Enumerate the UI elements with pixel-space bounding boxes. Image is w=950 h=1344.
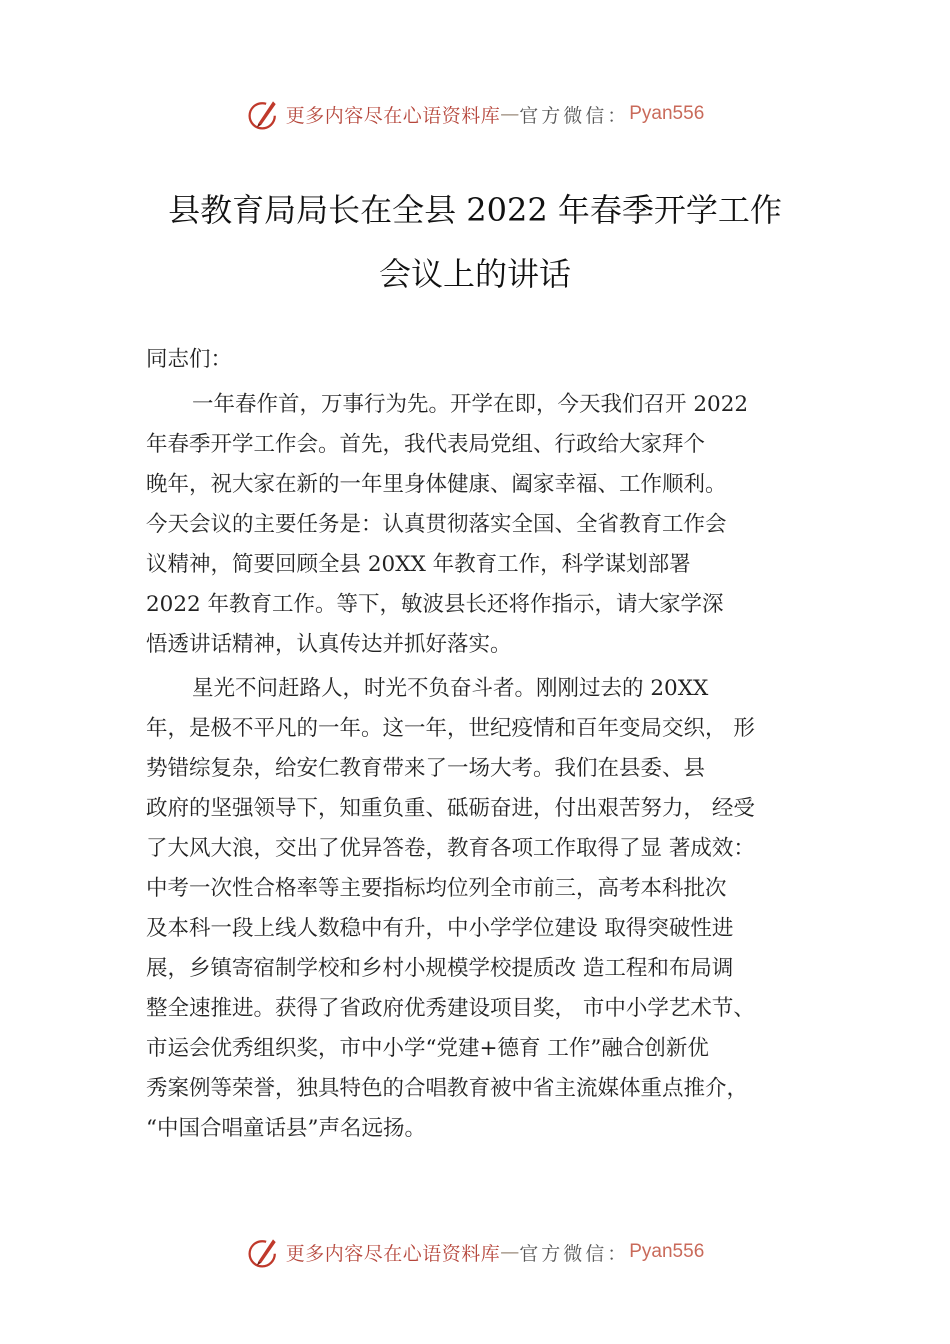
watermark-account: Pyan556 bbox=[629, 103, 705, 124]
paragraph-2-line: 展，乡镇寄宿制学校和乡村小规模学校提质改 造工程和布局调 bbox=[146, 956, 734, 981]
paragraph-2-line: 势错综复杂，给安仁教育带来了一场大考。我们在县委、县 bbox=[146, 756, 706, 781]
greeting: 同志们： bbox=[146, 347, 233, 372]
quill-pen-seal-icon bbox=[246, 1234, 282, 1270]
paragraph-1-line: 议精神，简要回顾全县 20XX 年教育工作，科学谋划部署 bbox=[146, 552, 691, 577]
paragraph-1-line: 晚年，祝大家在新的一年里身体健康、阖家幸福、工作顺利。 bbox=[146, 472, 727, 497]
watermark-text: 更多内容尽在心语资料库 bbox=[285, 1242, 501, 1265]
quill-pen-seal-icon bbox=[246, 96, 282, 132]
paragraph-1 bbox=[146, 385, 816, 665]
paragraph-2-line: 星光不问赶路人，时光不负奋斗者。刚刚过去的 20XX bbox=[192, 676, 709, 701]
document-title-line-2: 会议上的讲话 bbox=[378, 255, 571, 293]
paragraph-1-line: 悟透讲话精神，认真传达并抓好落实。 bbox=[146, 632, 512, 657]
paragraph-2 bbox=[146, 669, 816, 1149]
watermark-account: Pyan556 bbox=[629, 1241, 705, 1262]
paragraph-2-line: 了大风大浪，交出了优异答卷，教育各项工作取得了显 著成效： bbox=[146, 836, 755, 861]
document-title-line-1: 县教育局局长在全县 2022 年春季开学工作 bbox=[168, 191, 782, 229]
watermark-separator: — bbox=[500, 1241, 520, 1263]
header-watermark bbox=[0, 94, 950, 134]
watermark-text: 更多内容尽在心语资料库 bbox=[285, 104, 501, 127]
footer-watermark bbox=[0, 1232, 950, 1272]
paragraph-2-line: 政府的坚强领导下，知重负重、砥砺奋进，付出艰苦努力， 经受 bbox=[146, 796, 755, 821]
paragraph-2-line: 秀案例等荣誉，独具特色的合唱教育被中省主流媒体重点推介， bbox=[146, 1076, 749, 1101]
paragraph-2-line: 年，是极不平凡的一年。这一年，世纪疫情和百年变局交织， 形 bbox=[146, 716, 755, 741]
paragraph-1-line: 年春季开学工作会。首先，我代表局党组、行政给大家拜个 bbox=[146, 432, 706, 457]
watermark-label: 官方微信： bbox=[519, 1242, 630, 1265]
paragraph-1-line: 一年春作首，万事行为先。开学在即，今天我们召开 2022 bbox=[192, 392, 749, 417]
paragraph-2-line: “中国合唱童话县”声名远扬。 bbox=[146, 1116, 426, 1141]
paragraph-2-line: 及本科一段上线人数稳中有升，中小学学位建设 取得突破性进 bbox=[146, 916, 734, 941]
paragraph-2-line: 中考一次性合格率等主要指标均位列全市前三，高考本科批次 bbox=[146, 876, 727, 901]
paragraph-2-line: 市运会优秀组织奖，市中小学“党建+德育 工作”融合创新优 bbox=[146, 1036, 709, 1061]
watermark-separator: — bbox=[500, 103, 520, 125]
paragraph-2-line: 整全速推进。获得了省政府优秀建设项目奖， 市中小学艺术节、 bbox=[146, 996, 755, 1021]
paragraph-1-line: 今天会议的主要任务是：认真贯彻落实全国、全省教育工作会 bbox=[146, 512, 727, 537]
paragraph-1-line: 2022 年教育工作。等下，敏波县长还将作指示，请大家学深 bbox=[146, 592, 724, 617]
watermark-label: 官方微信： bbox=[519, 104, 630, 127]
